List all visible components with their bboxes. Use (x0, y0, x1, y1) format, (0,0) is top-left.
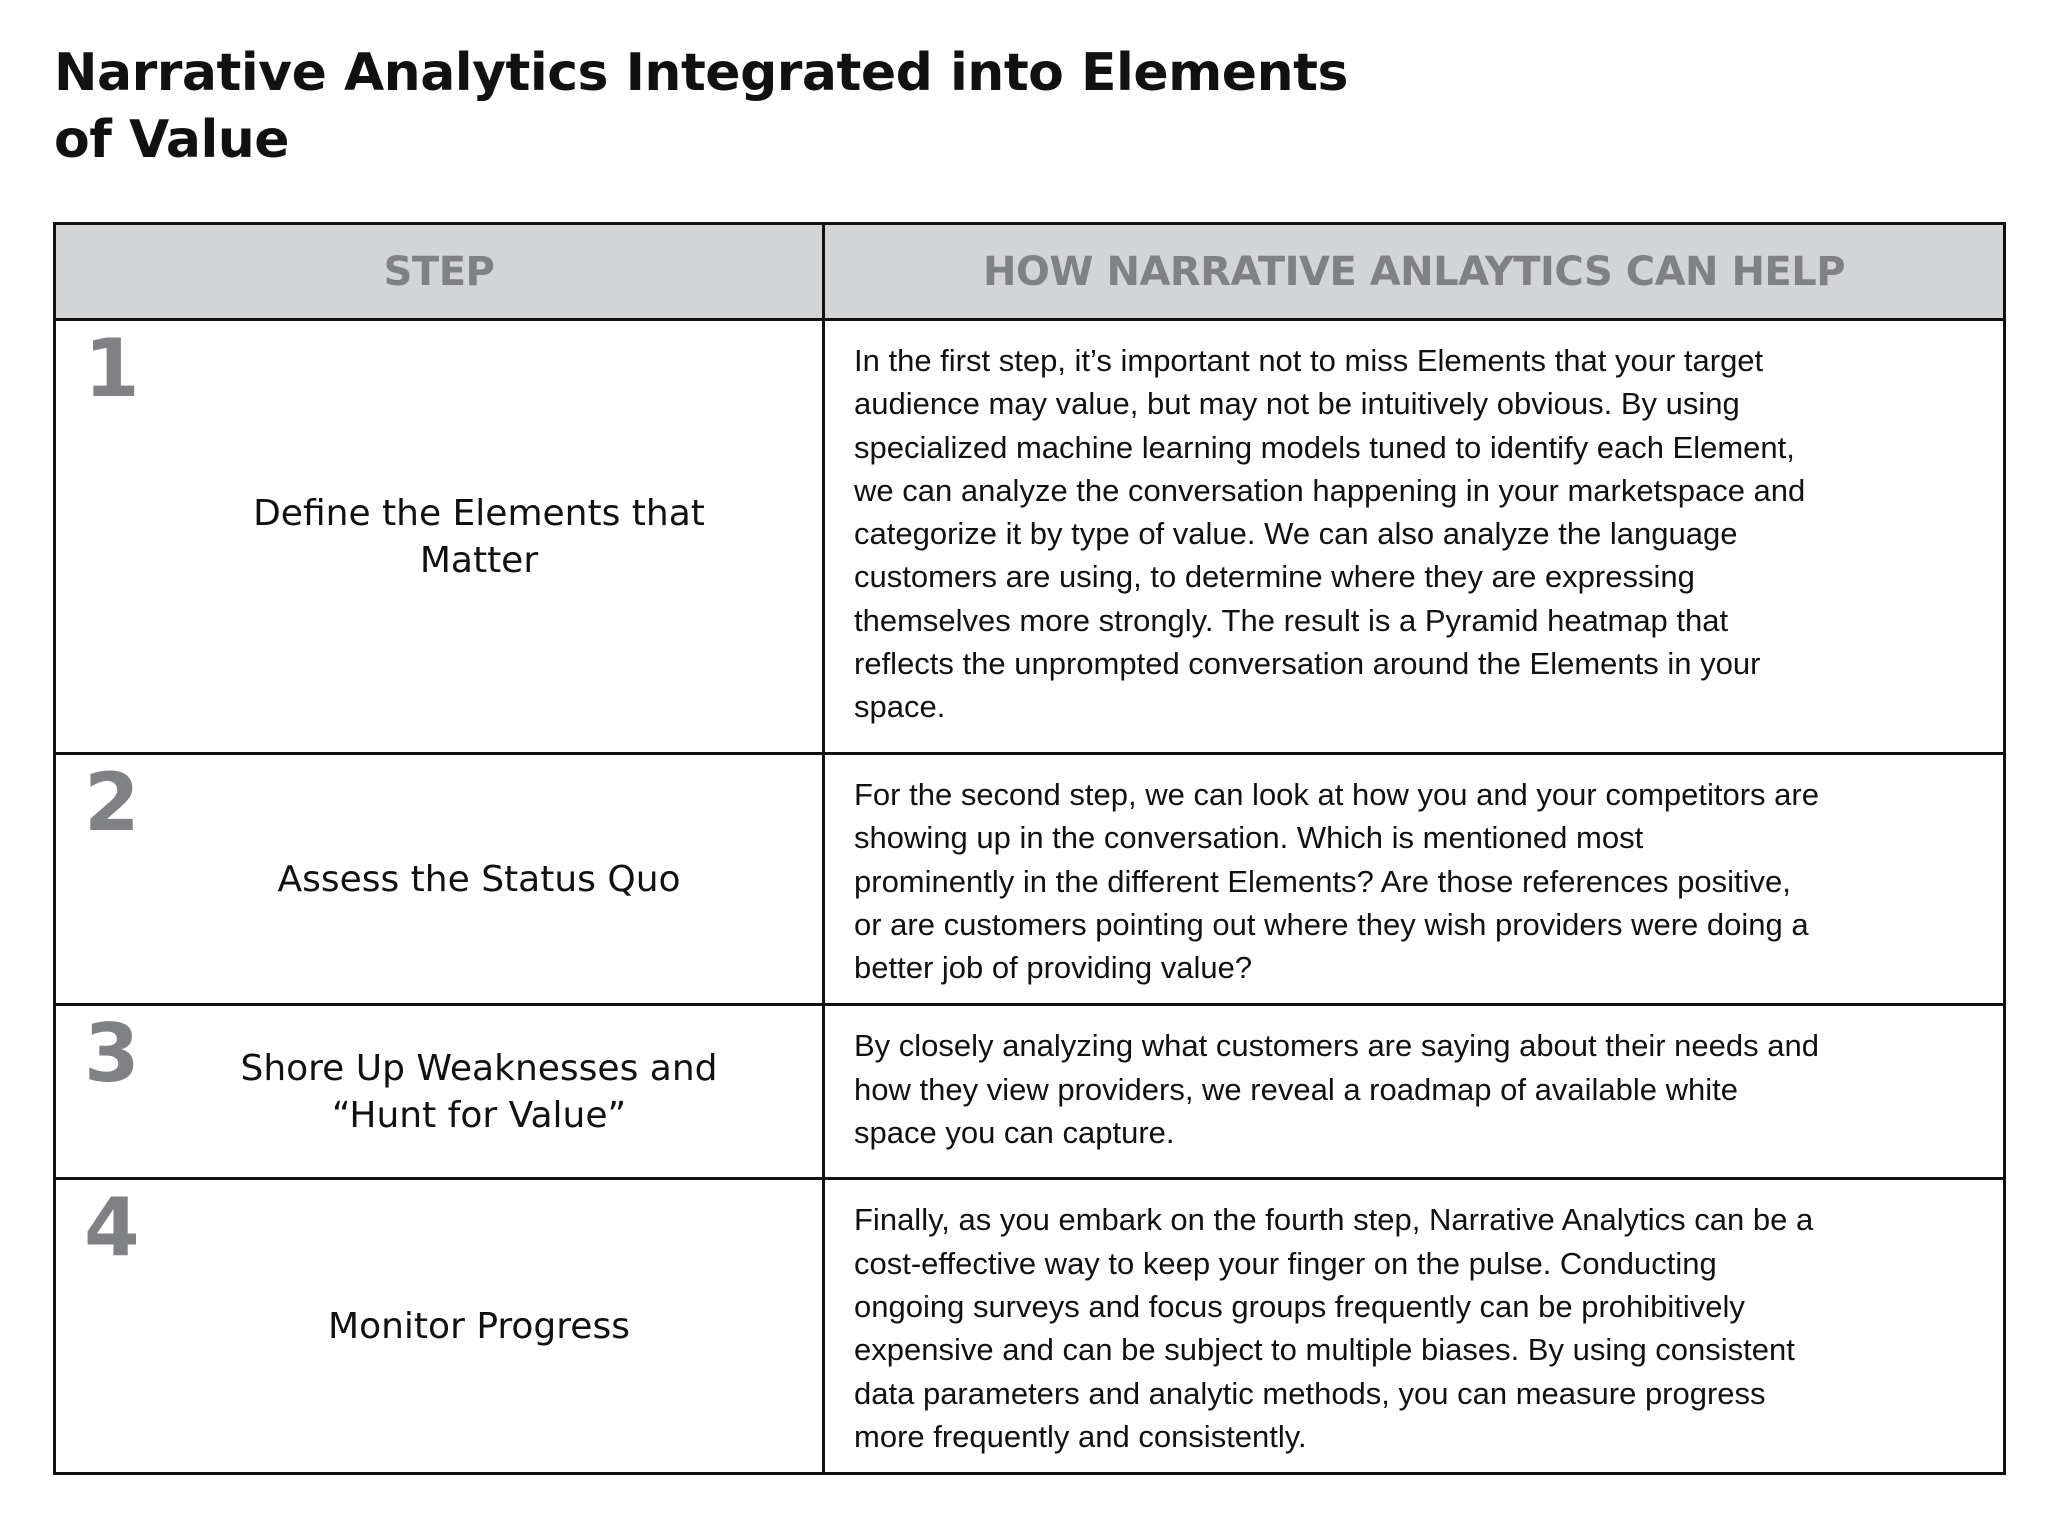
description-line: space. (854, 689, 946, 725)
step-name-line: Monitor Progress (328, 1305, 630, 1347)
step-name (166, 321, 792, 752)
description-line: For the second step, we can look at how you and your competitors are (854, 777, 1819, 812)
step-number: 1 (84, 322, 140, 415)
step-description (824, 320, 2005, 754)
column-header-help: HOW NARRATIVE ANLAYTICS CAN HELP (824, 224, 2005, 320)
step-description (824, 754, 2005, 1005)
description-line: ongoing surveys and focus groups frequently can be prohibitively (854, 1289, 1745, 1325)
step-name-line: Assess the Status Quo (277, 858, 681, 900)
description-line: we can analyze the conversation happening in your marketspace and (854, 472, 1806, 508)
description-line: data parameters and analytic methods, you can measure progress (854, 1375, 1766, 1411)
step-number: 3 (84, 1007, 140, 1101)
description-line: or are customers pointing out where they wish providers were doing a (854, 906, 1809, 942)
description-line: expensive and can be subject to multiple biases. By using consistent (854, 1332, 1795, 1368)
step-cell (55, 754, 824, 1005)
step-cell (55, 320, 824, 754)
step-name (166, 755, 792, 1003)
description-line: how they view providers, we reveal a roadmap of available white (854, 1071, 1738, 1107)
description-line: By closely analyzing what customers are saying about their needs and (854, 1028, 1819, 1064)
table-row (55, 320, 2005, 754)
table-header-row (55, 224, 2005, 320)
step-name-line: Matter (419, 539, 539, 581)
description-line: space you can capture. (854, 1115, 1175, 1151)
table-row (55, 754, 2005, 1005)
description-line: prominently in the different Elements? Are those references positive, (854, 863, 1791, 899)
step-cell (55, 1179, 824, 1474)
step-number: 2 (84, 756, 140, 849)
description-line: reflects the unprompted conversation around the Elements in your (854, 646, 1761, 682)
description-line: showing up in the conversation. Which is mentioned most (854, 820, 1644, 856)
description-line: cost-effective way to keep your finger on the pulse. Conducting (854, 1245, 1717, 1281)
table-row (55, 1005, 2005, 1179)
description-line: better job of providing value? (854, 950, 1253, 986)
description-line: themselves more strongly. The result is a Pyramid heatmap that (854, 602, 1729, 638)
step-name (166, 1006, 792, 1177)
description-line: customers are using, to determine where they are expressing (854, 559, 1695, 595)
steps-table (53, 222, 2006, 1475)
description-line: audience may value, but may not be intuitively obvious. By using (854, 386, 1740, 422)
step-cell (55, 1005, 824, 1179)
step-name-line: Define the Elements that (253, 492, 705, 534)
description-line: Finally, as you embark on the fourth step, Narrative Analytics can be a (854, 1202, 1814, 1238)
description-line: In the first step, it’s important not to miss Elements that your target (854, 343, 1764, 378)
step-name-line: Shore Up Weaknesses and (240, 1047, 718, 1089)
step-description (824, 1179, 2005, 1474)
description-line: specialized machine learning models tuned to identify each Element, (854, 429, 1795, 465)
table-row (55, 1179, 2005, 1474)
description-line: more frequently and consistently. (854, 1418, 1307, 1454)
step-number: 4 (84, 1181, 140, 1275)
page-title: Narrative Analytics Integrated into Elements of Value (54, 43, 1348, 170)
column-header-step: STEP (55, 224, 824, 320)
description-line: categorize it by type of value. We can also analyze the language (854, 516, 1738, 552)
step-description (824, 1005, 2005, 1179)
step-name (166, 1180, 792, 1472)
step-name-line: “Hunt for Value” (331, 1094, 627, 1136)
